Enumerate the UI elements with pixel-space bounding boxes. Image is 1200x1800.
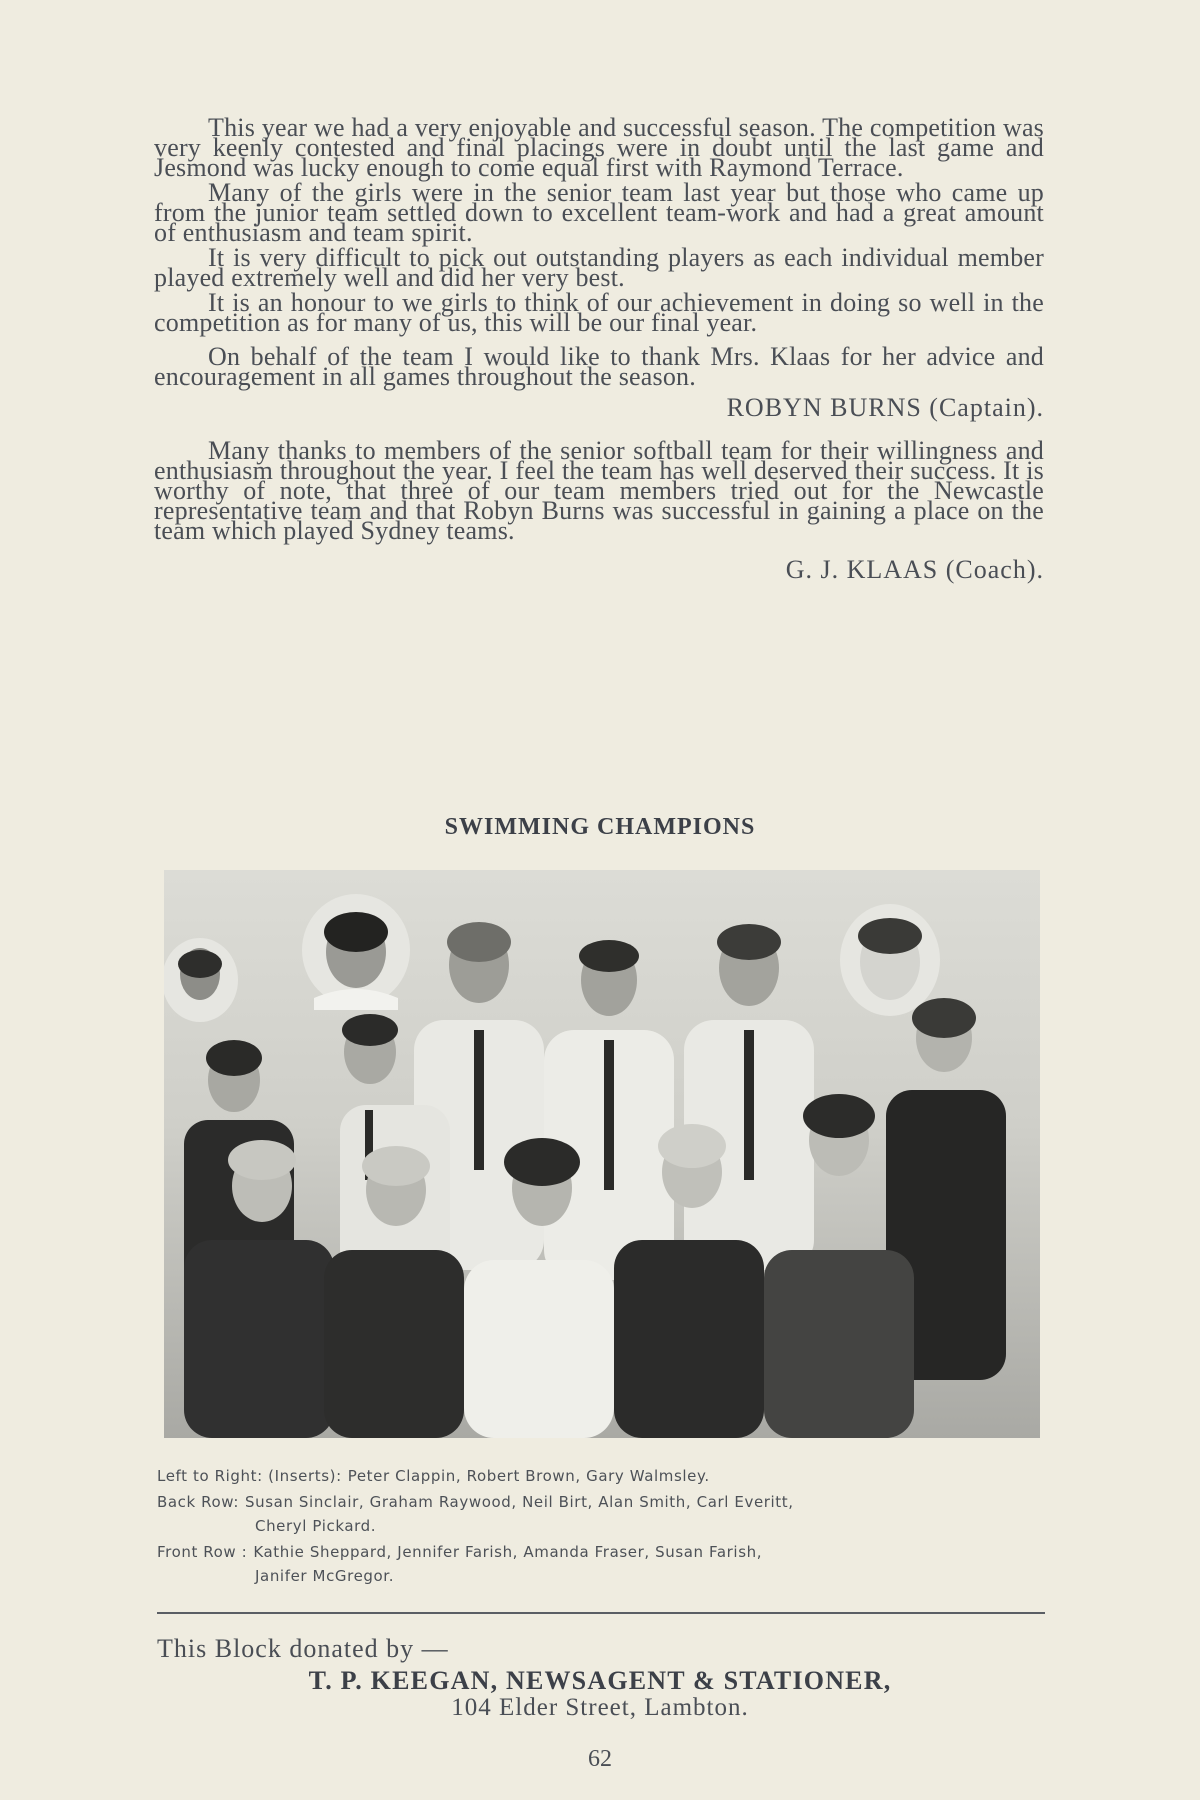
coach-paragraph: Many thanks to members of the senior softball team for their willingness and enthusiasm throughout the year. I feel the team has well deserved their success. It is worthy of note, that three of our team members tried out for the Newcastle representative team and that Robyn Burns was successful in gaining a place on the team which played Sydney teams. [154,436,1044,545]
coach-signature: G. J. KLAAS (Coach). [785,555,1044,584]
report-paragraph: Many of the girls were in the senior team last year but those who came up from the junior team settled down to excellent team-work and had a great amount of enthusiasm and team spirit. [154,178,1044,247]
caption-front-row-cont: Janifer McGregor. [255,1567,395,1585]
caption-inserts-names: Peter Clappin, Robert Brown, Gary Walmsley. [347,1467,710,1485]
caption-front-row-names: Kathie Sheppard, Jennifer Farish, Amanda Fraser, Susan Farish, [253,1543,763,1561]
inset-portrait [164,938,238,1022]
caption-back-row-names: Susan Sinclair, Graham Raywood, Neil Birt, Alan Smith, Carl Everitt, [245,1493,794,1511]
page-number: 62 [588,1746,612,1772]
donor-address: 104 Elder Street, Lambton. [451,1694,749,1721]
donated-by: This Block donated by — [157,1634,449,1663]
caption-back-row [157,1492,1047,1512]
caption-back-row-cont: Cheryl Pickard. [255,1517,377,1535]
report-paragraph: This year we had a very enjoyable and successful season. The competition was very keenly contested and final placings were in doubt until the last game and Jesmond was lucky enough to come equal first with Raymond Terrace. [154,113,1044,182]
captain-signature: ROBYN BURNS (Captain). [726,393,1044,422]
divider [157,1612,1045,1614]
inset-portrait [840,904,940,1016]
section-title: SWIMMING CHAMPIONS [444,814,756,840]
caption-inserts-label: Left to Right: (Inserts): [157,1467,342,1485]
caption-back-row-label: Back Row: [157,1493,240,1511]
report-paragraph: On behalf of the team I would like to thank Mrs. Klaas for her advice and encouragement in all games throughout the season. [154,342,1044,391]
donor-name: T. P. KEEGAN, NEWSAGENT & STATIONER, [308,1666,892,1695]
team-photo [164,870,1040,1438]
inset-portrait [302,894,410,1010]
photo-caption [157,1466,1047,1592]
caption-front-row [157,1542,1047,1562]
caption-front-row-label: Front Row : [157,1543,248,1561]
report-paragraph: It is an honour to we girls to think of our achievement in doing so well in the competition as for many of us, this will be our final year. [154,288,1044,337]
caption-inserts [157,1466,1047,1486]
team-photo-illustration [164,870,1040,1438]
softball-report [154,113,1044,584]
report-paragraph: It is very difficult to pick out outstanding players as each individual member played extremely well and did her very best. [154,243,1044,292]
